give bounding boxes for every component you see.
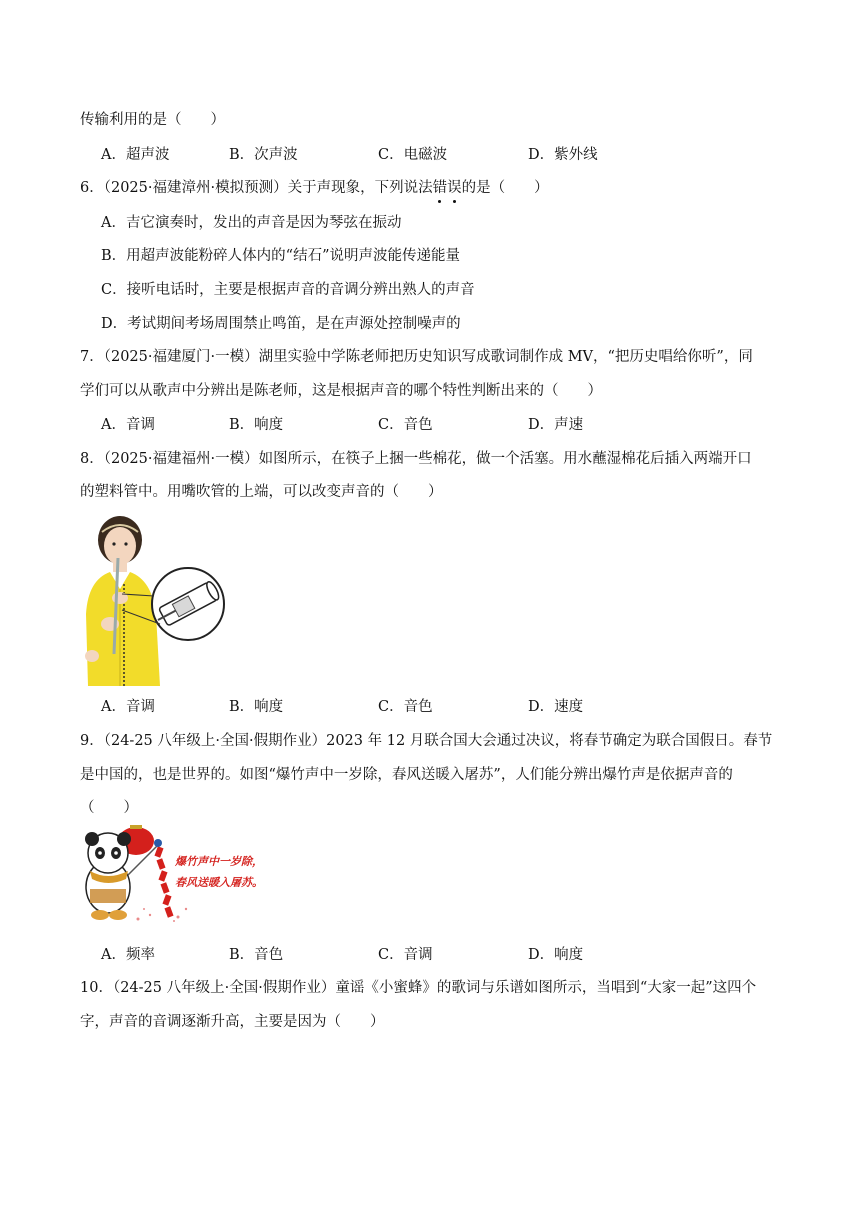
q5-option-a: A．超声波 xyxy=(101,147,170,163)
q6-option-a: A．吉它演奏时，发出的声音是因为琴弦在振动 xyxy=(101,215,402,231)
q9-option-b: B．音色 xyxy=(229,947,284,963)
q7-stem-line1: 7．（2025·福建厦门·一模）湖里实验中学陈老师把历史知识写成歌词制作成 MV，“把历史唱给你听”，同 xyxy=(80,349,753,365)
q9-stem-line3: （ ） xyxy=(80,800,138,816)
q7-option-c: C．音色 xyxy=(378,417,433,433)
girl-blowing-tube-figure xyxy=(80,514,230,688)
q7-option-b: B．响度 xyxy=(229,417,284,433)
q8-option-a: A．音调 xyxy=(101,699,155,715)
q6-option-d: D．考试期间考场周围禁止鸣笛，是在声源处控制噪声的 xyxy=(101,316,461,332)
q8-option-d: D．速度 xyxy=(528,699,584,715)
q8-option-c: C．音色 xyxy=(378,699,433,715)
q8-stem-line2: 的塑料管中。用嘴吹管的上端，可以改变声音的（ ） xyxy=(80,484,443,500)
q6-stem-text-end: 的是（ ） xyxy=(461,180,549,196)
q6-option-b: B．用超声波能粉碎人体内的“结石”说明声波能传递能量 xyxy=(101,248,460,264)
q9-option-a: A．频率 xyxy=(101,947,155,963)
q5-option-c: C．电磁波 xyxy=(378,147,448,163)
q7-stem-line2: 学们可以从歌声中分辨出是陈老师，这是根据声音的哪个特性判断出来的（ ） xyxy=(80,383,602,399)
q10-stem-line2: 字，声音的音调逐渐升高，主要是因为（ ） xyxy=(80,1014,385,1030)
q7-option-d: D．声速 xyxy=(528,417,584,433)
q6-option-c: C．接听电话时，主要是根据声音的音调分辨出熟人的声音 xyxy=(101,282,475,298)
poem-line-1: 爆竹声中一岁除， xyxy=(175,855,263,868)
q9-option-c: C．音调 xyxy=(378,947,433,963)
q6-stem-text: 6．（2025·福建漳州·模拟预测）关于声现象，下列说法 xyxy=(80,180,433,196)
q9-stem-line2: 是中国的，也是世界的。如图“爆竹声中一岁除，春风送暖入屠苏”，人们能分辨出爆竹声是依据声音的 xyxy=(80,767,733,783)
q10-stem-line1: 10．（24-25 八年级上·全国·假期作业）童谣《小蜜蜂》的歌词与乐谱如图所示，当唱到“大家一起”这四个 xyxy=(80,980,757,996)
emphasis-dot-char: 错 xyxy=(433,178,448,198)
q8-stem-line1: 8．（2025·福建福州·一模）如图所示，在筷子上捆一些棉花，做一个活塞。用水蘸湿棉花后插入两端开口 xyxy=(80,451,752,467)
q7-option-a: A．音调 xyxy=(101,417,155,433)
emphasis-dot-char: 误 xyxy=(447,178,462,198)
q9-stem-line1: 9．（24-25 八年级上·全国·假期作业）2023 年 12 月联合国大会通过决议，将春节确定为联合国假日。春节 xyxy=(80,733,773,749)
poem-line-2: 春风送暖入屠苏。 xyxy=(175,876,263,889)
q8-option-b: B．响度 xyxy=(229,699,284,715)
q5-option-b: B．次声波 xyxy=(229,147,298,163)
q5-option-d: D．紫外线 xyxy=(528,147,598,163)
q5-stem-tail: 传输利用的是（ ） xyxy=(80,112,225,128)
firecracker-panda-figure xyxy=(78,823,278,925)
q9-option-d: D．响度 xyxy=(528,947,584,963)
q6-stem xyxy=(80,178,549,198)
